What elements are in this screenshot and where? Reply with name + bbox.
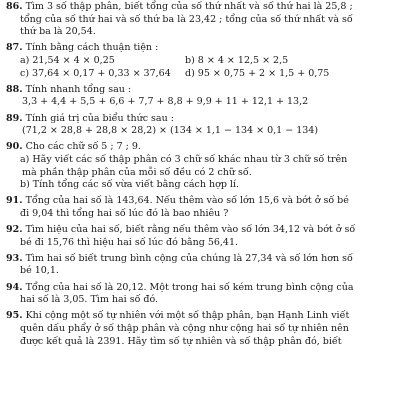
problem-number: 95. bbox=[6, 310, 23, 322]
problem-number: 89. bbox=[6, 112, 23, 124]
problem-95 bbox=[6, 310, 390, 348]
subproblem-b: b) 8 × 4 × 12,5 × 2,5 bbox=[185, 54, 289, 66]
math-expression: 3,3 + 4,4 + 5,5 + 6,6 + 7,7 + 8,8 + 9,9 + 11 + 12,1 + 13,2 bbox=[22, 96, 309, 108]
problem-text: bé 10,1. bbox=[20, 265, 59, 277]
problem-line bbox=[6, 195, 390, 208]
problem-line bbox=[6, 84, 390, 97]
problem-text: quên dấu phẩy ở số thập phân và cộng như cộng hai số tự nhiên nên bbox=[20, 323, 349, 334]
problem-text: hai số là 3,05. Tìm hai số đó. bbox=[20, 294, 159, 306]
problem-89 bbox=[6, 113, 390, 138]
problem-text: Khi cộng một số tự nhiên với một số thập phân, bạn Hạnh Linh viết bbox=[25, 310, 350, 322]
problem-number: 86. bbox=[6, 1, 23, 12]
problem-line bbox=[6, 141, 390, 154]
problem-number: 88. bbox=[6, 83, 23, 95]
problem-86 bbox=[6, 1, 390, 39]
problem-87 bbox=[6, 42, 390, 80]
problem-91 bbox=[6, 195, 390, 220]
problem-text: đi 9,04 thì tổng hai số lúc đó là bao nhiêu ? bbox=[20, 207, 229, 219]
problem-88 bbox=[6, 84, 390, 109]
problem-text: được kết quả là 2391. Hãy tìm số tự nhiên và số thập phân đó, biết bbox=[20, 335, 342, 347]
problem-number: 91. bbox=[6, 195, 23, 207]
problem-number: 94. bbox=[6, 281, 23, 293]
subproblem-row bbox=[6, 55, 390, 68]
problem-title: Tính nhanh tổng sau : bbox=[25, 83, 132, 95]
subproblem-a-continued: mà phần thập phân của mỗi số đều có 2 chữ số. bbox=[22, 166, 252, 178]
problem-line bbox=[6, 113, 390, 126]
problem-line bbox=[6, 310, 390, 323]
problem-number: 90. bbox=[6, 141, 23, 153]
problem-92 bbox=[6, 224, 390, 249]
problem-text: Tổng của hai số là 20,12. Một trong hai số kém trung bình cộng của bbox=[25, 281, 354, 293]
problem-line bbox=[6, 224, 390, 237]
problem-text: thứ ba là 20,54. bbox=[20, 26, 96, 38]
subproblem-c: c) 37,64 × 0,17 + 0,33 × 37,64 bbox=[20, 67, 171, 79]
problem-text: Tìm hai số biết trung bình cộng của chúng là 27,34 và số lớn hơn số bbox=[25, 252, 353, 264]
subproblem-a: a) 21,54 × 4 × 0,25 bbox=[20, 54, 115, 66]
problem-title: Tính giá trị của biểu thức sau : bbox=[25, 112, 174, 124]
problem-title: Cho các chữ số 5 ; 7 ; 9. bbox=[25, 141, 141, 153]
problem-94 bbox=[6, 282, 390, 307]
problem-line bbox=[6, 1, 390, 14]
problem-text: Tìm 3 số thập phân, biết tổng của số thứ nhất và số thứ hai là 25,8 ; bbox=[25, 1, 353, 12]
problem-text: Tìm hiệu của hai số, biết rằng nếu thêm vào số lớn 34,12 và bớt ở số bbox=[25, 224, 356, 236]
problem-text: Tổng của hai số là 143,64. Nếu thêm vào số lớn 15,6 và bớt ở số bé bbox=[25, 195, 349, 207]
subproblem-row bbox=[6, 68, 390, 81]
subproblem-d: d) 95 × 0,75 + 2 × 1,5 + 0,75 bbox=[185, 67, 330, 79]
problem-line bbox=[6, 282, 390, 295]
problem-number: 87. bbox=[6, 42, 23, 54]
subproblem-a: a) Hãy viết các số thập phân có 3 chữ số khác nhau từ 3 chữ số trên bbox=[20, 153, 348, 165]
math-expression: (71,2 × 28,8 + 28,8 × 28,2) × (134 × 1,1 − 134 × 0,1 − 134) bbox=[22, 125, 319, 137]
problem-number: 92. bbox=[6, 224, 23, 236]
problem-number: 93. bbox=[6, 252, 23, 264]
problem-title: Tính bằng cách thuận tiện : bbox=[25, 42, 159, 54]
problem-text: bé đi 15,76 thì hiệu hai số lúc đó bằng 56,41. bbox=[20, 236, 239, 248]
subproblem-b: b) Tính tổng các số vừa viết bằng cách hợp lí. bbox=[20, 179, 240, 191]
problem-line bbox=[6, 42, 390, 55]
problem-90 bbox=[6, 141, 390, 191]
problem-93 bbox=[6, 253, 390, 278]
problem-text: tổng của số thứ hai và số thứ ba là 23,42 ; tổng của số thứ nhất và số bbox=[20, 13, 353, 25]
problem-line bbox=[6, 253, 390, 266]
